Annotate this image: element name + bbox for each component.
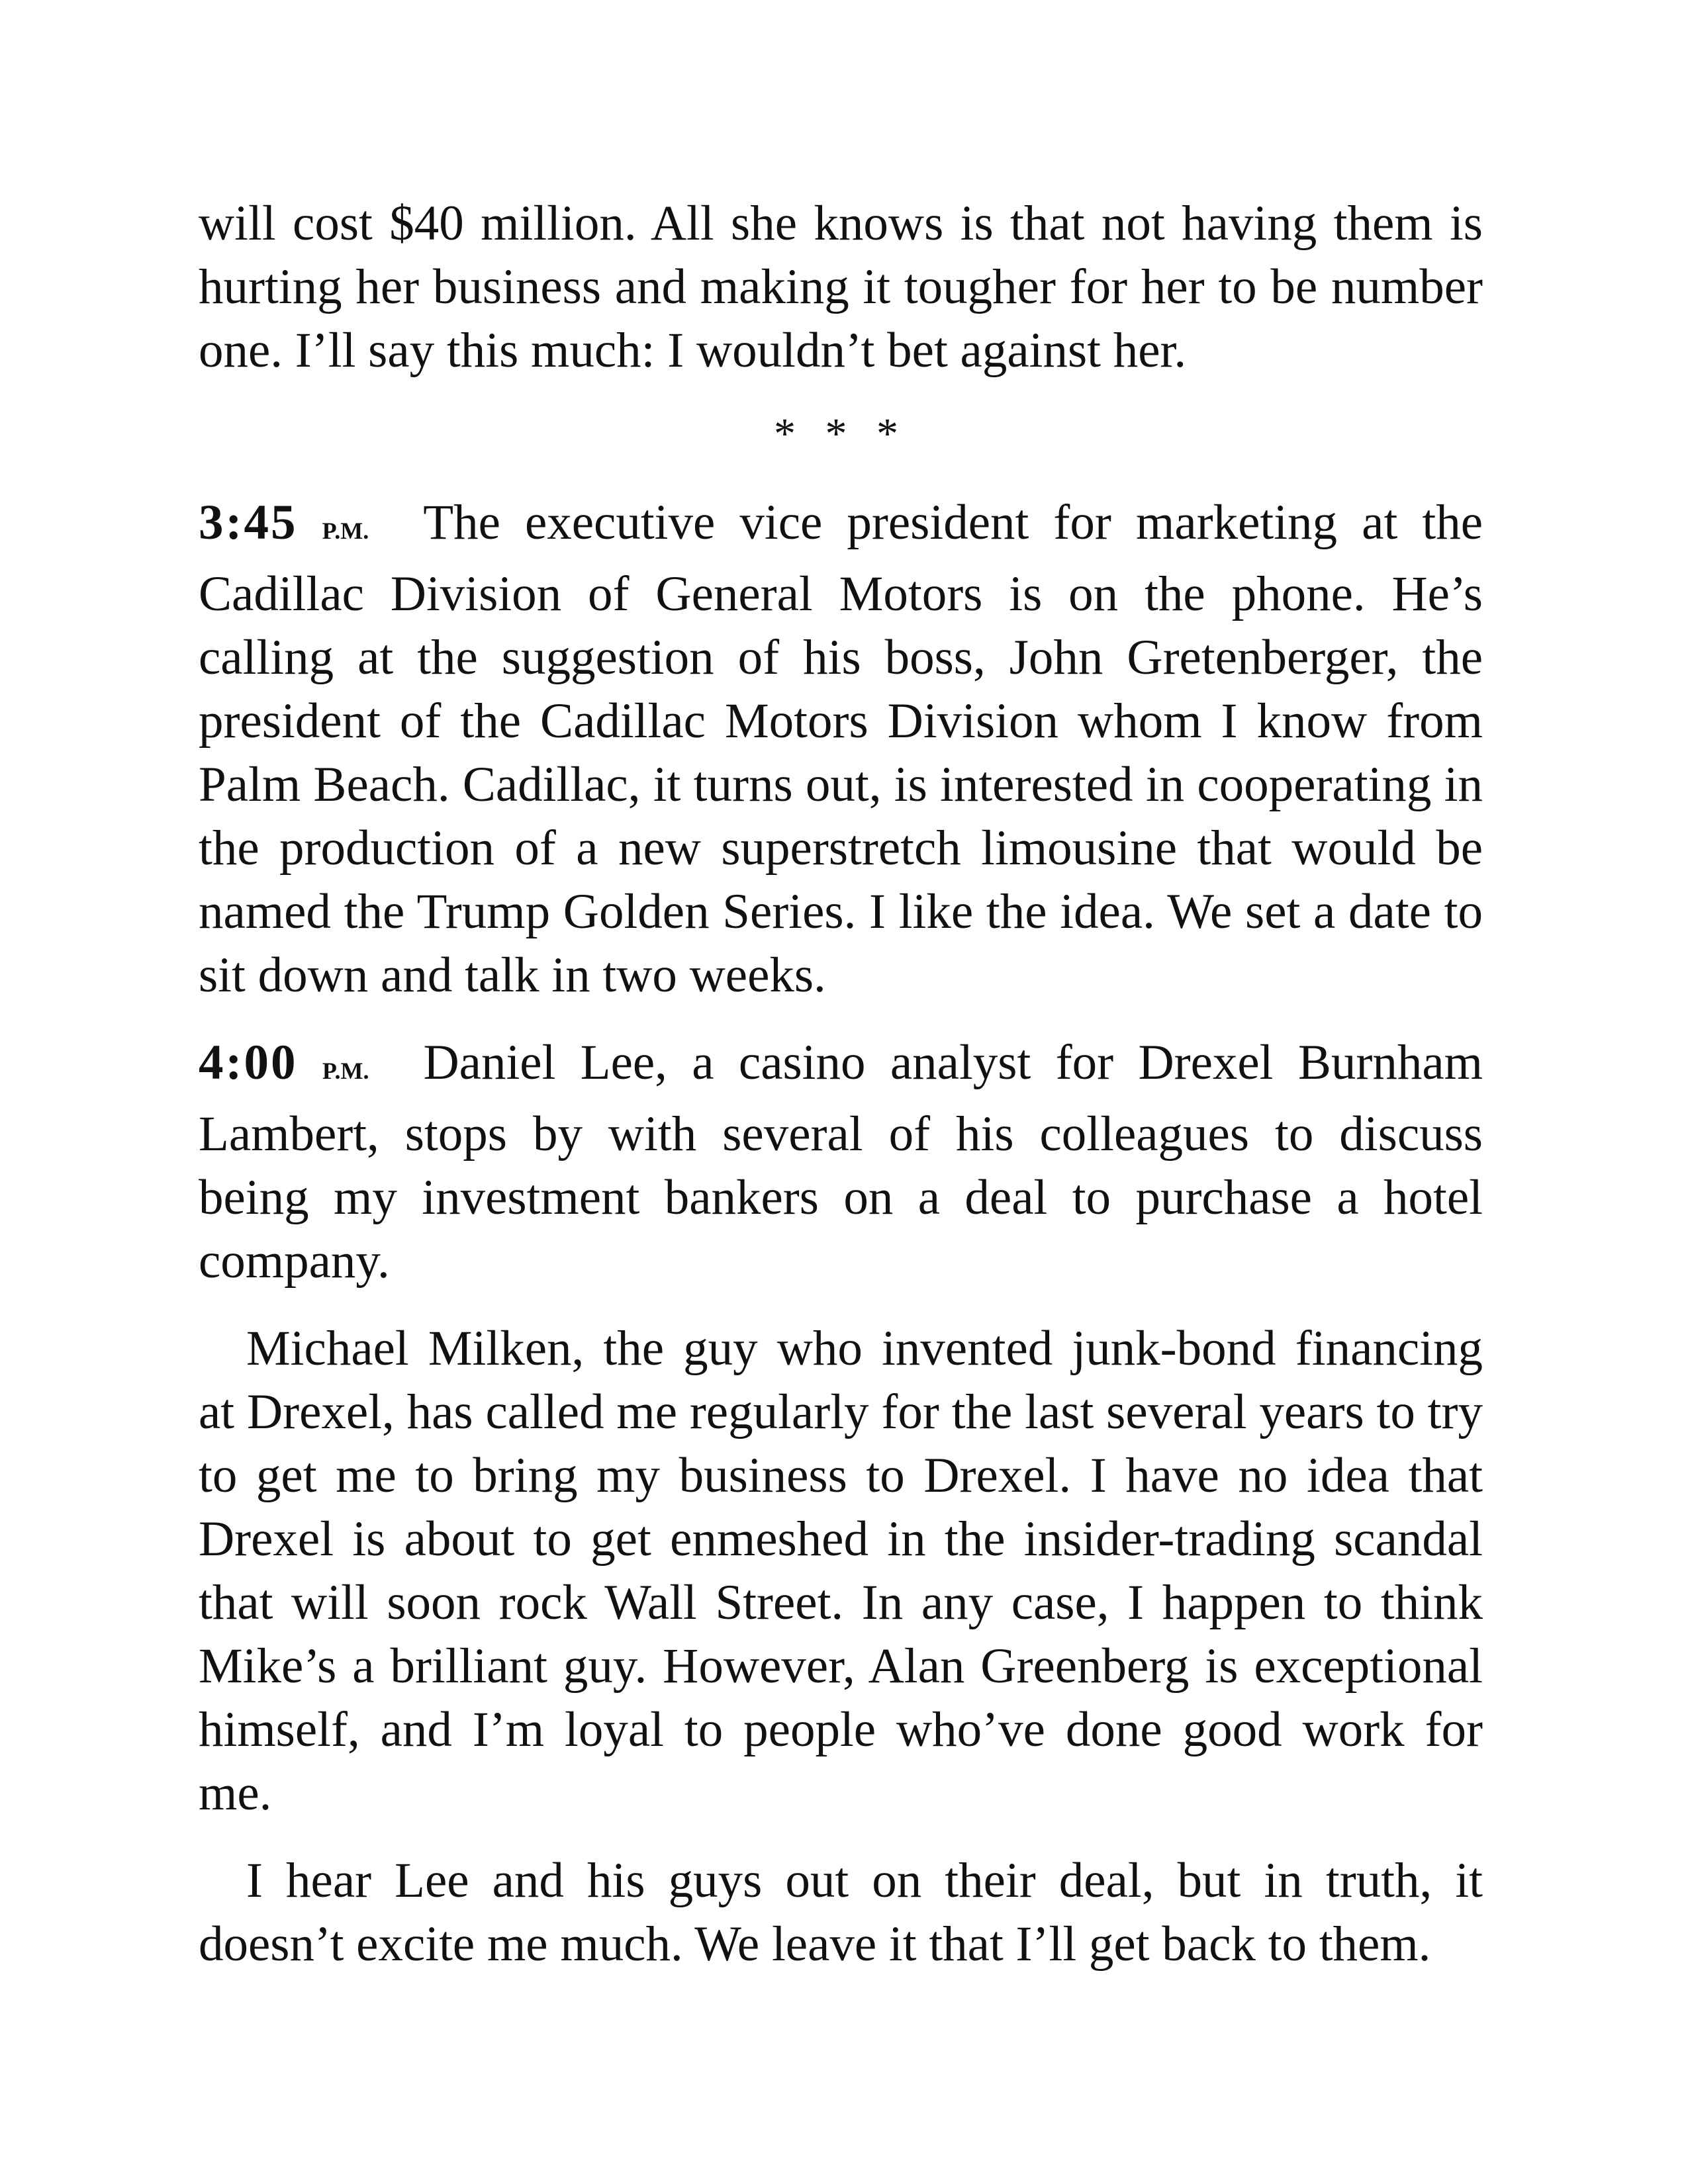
- diary-entry: [199, 1031, 1483, 1293]
- continuation-paragraph: will cost $40 million. All she knows is that not having them is hurting her business and making it tougher for her to be number one. I’ll say this much: I wouldn’t bet against her.: [199, 196, 1483, 378]
- body-paragraph: Michael Milken, the guy who invented junk-bond financing at Drexel, has called me regularly for the last several years to try to get me to bring my business to Drexel. I have no idea that Drexel is about to get enmeshed in the insider-trading scandal that will soon rock Wall Street. In any case, I happen to think Mike’s a brilliant guy. However, Alan Greenberg is exceptional himself, and I’m loyal to people who’ve done good work for me.: [199, 1321, 1483, 1821]
- entry-time: 3:45: [199, 495, 298, 550]
- diary-entry: [199, 491, 1483, 1007]
- entry-text: The executive vice president for marketing at the Cadillac Division of General Motors is on the phone. He’s calling at the suggestion of his boss, John Gretenberger, the president of the Cadillac Motors Division whom I know from Palm Beach. Cadillac, it turns out, is interested in cooperating in the production of a new superstretch limousine that would be named the Trump Golden Series. I like the idea. We set a date to sit down and talk in two weeks.: [199, 495, 1483, 1003]
- section-separator: * * *: [774, 410, 908, 458]
- body-paragraph: I hear Lee and his guys out on their deal, but in truth, it doesn’t excite me much. We leave it that I’ll get back to them.: [199, 1853, 1483, 1972]
- entry-text: Daniel Lee, a casino analyst for Drexel Burnham Lambert, stops by with several of his colleagues to discuss being my investment bankers on a deal to purchase a hotel company.: [199, 1035, 1483, 1289]
- entry-time: 4:00: [199, 1035, 298, 1090]
- book-page: [199, 192, 1483, 2000]
- entry-ampm: P.M.: [322, 518, 369, 544]
- entry-ampm: P.M.: [322, 1058, 369, 1084]
